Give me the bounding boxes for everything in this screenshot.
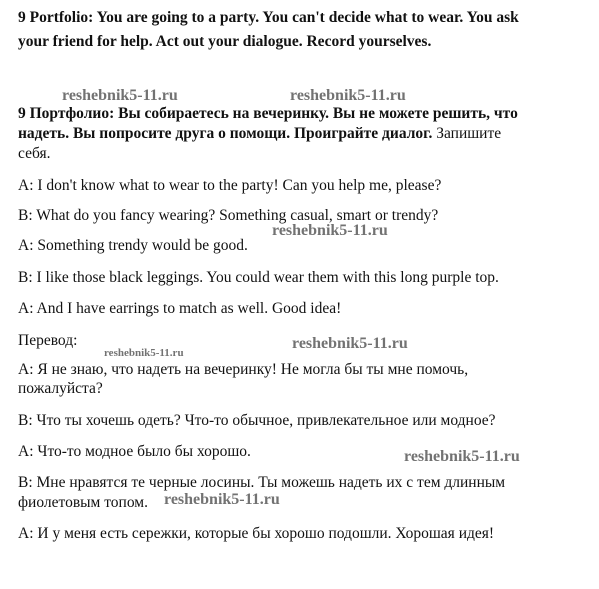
dialogue-ru-line: фиолетовым топом. <box>18 494 148 511</box>
task-ru-line-2-bold: надеть. Вы попросите друга о помощи. Проиграйте диалог. <box>18 125 433 142</box>
dialogue-ru-line: A: Что-то модное было бы хорошо. <box>18 443 251 460</box>
watermark: reshebnik5-11.ru <box>62 87 178 104</box>
dialogue-en-line: B: What do you fancy wearing? Something casual, smart or trendy? <box>18 207 439 224</box>
task-en-line-1: 9 Portfolio: You are going to a party. You can't decide what to wear. You ask <box>18 9 519 26</box>
watermark: reshebnik5-11.ru <box>290 87 406 104</box>
dialogue-en-line: A: And I have earrings to match as well. Good idea! <box>18 300 342 317</box>
dialogue-ru-line: A: Я не знаю, что надеть на вечеринку! Не могла бы ты мне помочь, <box>18 361 469 378</box>
task-ru-line-2 <box>18 124 501 144</box>
dialogue-ru-line: A: И у меня есть сережки, которые бы хорошо подошли. Хорошая идея! <box>18 525 495 542</box>
watermark: reshebnik5-11.ru <box>104 347 184 359</box>
dialogue-en-line: A: Something trendy would be good. <box>18 237 248 254</box>
watermark: reshebnik5-11.ru <box>164 491 280 508</box>
watermark: reshebnik5-11.ru <box>272 222 388 239</box>
dialogue-ru-line: B: Мне нравятся те черные лосины. Ты можешь надеть их с тем длинным <box>18 474 506 491</box>
task-ru-line-1: 9 Портфолио: Вы собираетесь на вечеринку. Вы не можете решить, что <box>18 105 518 122</box>
task-en-line-2: your friend for help. Act out your dialogue. Record yourselves. <box>18 33 432 50</box>
task-ru-line-3: себя. <box>18 145 51 162</box>
watermark: reshebnik5-11.ru <box>292 335 408 352</box>
watermark: reshebnik5-11.ru <box>404 448 520 465</box>
translation-label: Перевод: <box>18 332 78 349</box>
dialogue-en-line: B: I like those black leggings. You could wear them with this long purple top. <box>18 269 499 286</box>
dialogue-en-line: A: I don't know what to wear to the party! Can you help me, please? <box>18 177 442 194</box>
dialogue-ru-line: пожалуйста? <box>18 380 103 397</box>
task-ru-line-2-regular: Запишите <box>432 125 502 142</box>
dialogue-ru-line: B: Что ты хочешь одеть? Что-то обычное, привлекательное или модное? <box>18 412 496 429</box>
